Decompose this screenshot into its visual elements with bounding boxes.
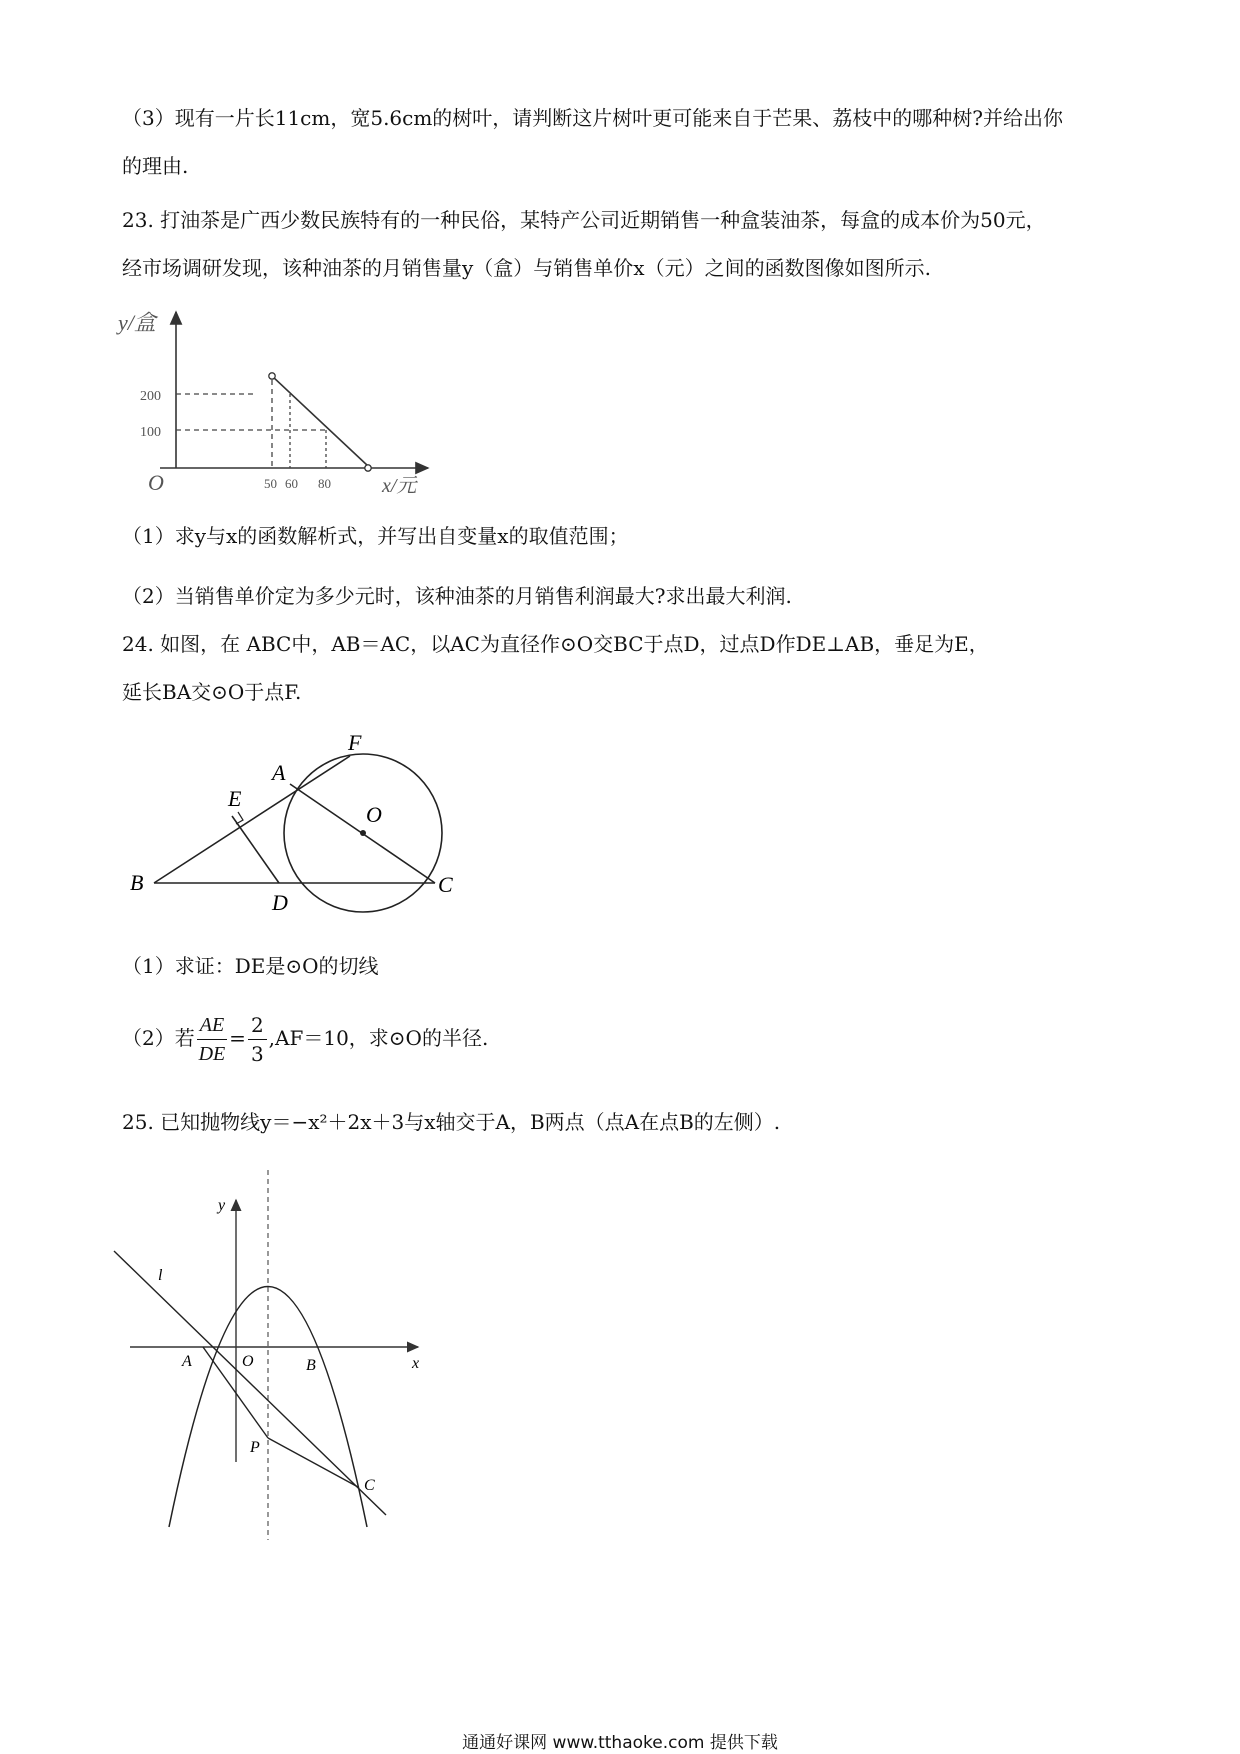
q25-label-a: A: [182, 1353, 192, 1370]
q24-part2: [122, 1010, 488, 1068]
q23-sales-graph: [110, 300, 450, 500]
q24-stem-line2: 延长BA交⊙O于点F.: [122, 680, 302, 704]
q23-function-line: [272, 376, 368, 466]
q24-stem-line1: 24. 如图，在 ABC中，AB＝AC，以AC为直径作⊙O交BC于点D，过点D作DE⊥AB，垂足为E，: [122, 632, 989, 656]
q24-label-c: C: [438, 872, 453, 897]
page-footer: 通通好课网 www.tthaoke.com 提供下载: [462, 1733, 778, 1753]
q24-label-f: F: [348, 730, 362, 755]
q24-label-a: A: [272, 760, 286, 785]
q23-x-tick-50: 50: [264, 476, 277, 491]
q22-part3-line1: （3）现有一片长11cm，宽5.6cm的树叶，请判断这片树叶更可能来自于芒果、荔枝中的哪种树?并给出你: [122, 106, 1064, 130]
q24-part1: （1）求证：DE是⊙O的切线: [122, 954, 379, 978]
q23-part1: （1）求y与x的函数解析式，并写出自变量x的取值范围；: [122, 524, 629, 548]
q23-open-endpoint-left: [269, 373, 275, 379]
q24-center-dot: [360, 830, 366, 836]
q25-parabola-figure: [100, 1170, 440, 1540]
q24-segment-de: [232, 816, 279, 883]
q23-x-axis-label: x/元: [382, 475, 417, 497]
q24-frac1-denominator: DE: [198, 1043, 226, 1065]
q24-geometry-figure: [120, 720, 480, 915]
q24-frac2-numerator: 2: [248, 1011, 267, 1040]
q24-label-o: O: [366, 802, 382, 827]
q24-fraction-2-3: [248, 1011, 267, 1068]
q23-y-axis-label: y/盒: [118, 310, 156, 335]
q24-label-e: E: [228, 786, 242, 811]
q25-label-p: P: [250, 1439, 260, 1456]
q25-line-l: [114, 1251, 386, 1515]
q24-equals: =: [229, 1026, 246, 1050]
q23-x-tick-80: 80: [318, 476, 331, 491]
q25-label-x: x: [412, 1355, 420, 1372]
q25-label-l: l: [158, 1267, 163, 1284]
q23-y-tick-200: 200: [140, 389, 161, 404]
q23-stem-line2: 经市场调研发现，该种油茶的月销售量y（盒）与销售单价x（元）之间的函数图像如图所示.: [122, 256, 931, 280]
q23-stem-line1: 23. 打油茶是广西少数民族特有的一种民俗，某特产公司近期销售一种盒装油茶，每盒的成本价为50元，: [122, 208, 1046, 232]
q23-origin-label: O: [148, 470, 164, 495]
q23-y-tick-100: 100: [140, 425, 161, 440]
q25-label-o: O: [242, 1353, 254, 1370]
q25-segment-pc: [268, 1438, 358, 1487]
q24-frac1-numerator: AE: [197, 1011, 227, 1040]
q23-open-endpoint-right: [365, 465, 371, 471]
q25-label-b: B: [306, 1357, 316, 1374]
q24-part2-prefix: （2）若: [122, 1026, 195, 1050]
q24-part2-suffix: ,AF＝10，求⊙O的半径.: [268, 1026, 489, 1050]
q24-label-d: D: [272, 890, 288, 915]
q23-part2: （2）当销售单价定为多少元时，该种油茶的月销售利润最大?求出最大利润.: [122, 584, 792, 608]
q24-fraction-ae-de: [197, 1011, 227, 1068]
q24-label-b: B: [130, 870, 144, 895]
q25-label-c: C: [364, 1477, 375, 1494]
q24-frac2-denominator: 3: [250, 1042, 264, 1066]
q22-part3-line2: 的理由.: [122, 154, 189, 178]
q25-label-y: y: [218, 1197, 226, 1214]
q25-stem-line1: 25. 已知抛物线y＝−x²＋2x＋3与x轴交于A，B两点（点A在点B的左侧）.: [122, 1110, 781, 1134]
q23-x-tick-60: 60: [285, 476, 298, 491]
q24-segment-bf: [154, 756, 350, 883]
